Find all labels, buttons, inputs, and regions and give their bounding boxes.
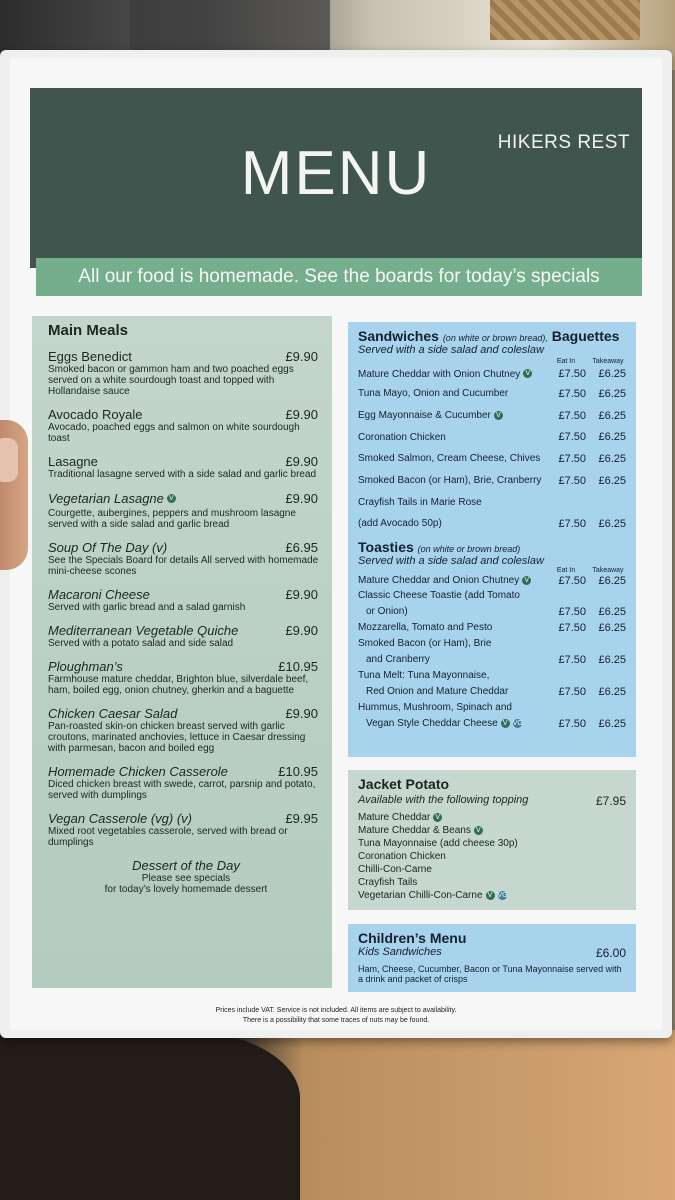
item-price: £9.90 (285, 587, 318, 602)
price-row (358, 684, 628, 700)
menu-item (48, 540, 324, 577)
item-description: Mixed root vegetables casserole, served with bread or dumplings (48, 826, 288, 848)
row-name: Crayfish Tails in Marie Rose (358, 496, 482, 508)
eat-in-price: £7.50 (558, 574, 586, 587)
item-name: Chicken Caesar Salad (48, 706, 178, 721)
tagline: All our food is homemade. See the boards for today’s specials (36, 258, 642, 296)
price-row (358, 470, 628, 492)
row-name: Egg Mayonnaise & Cucumber (358, 410, 491, 422)
eat-in-price: £7.50 (558, 717, 586, 730)
vegetarian-icon: V (501, 719, 510, 728)
footer-line-1: Prices include VAT. Service is not included. All items are subject to availability. (215, 1007, 457, 1014)
menu-item (48, 407, 324, 444)
price-row-line (358, 588, 628, 604)
item-name: Avocado Royale (48, 407, 143, 422)
row-name: Smoked Salmon, Cream Cheese, Chives (358, 453, 541, 465)
eat-in-price: £7.50 (558, 387, 586, 400)
jacket-topping (358, 811, 626, 824)
item-name: Macaroni Cheese (48, 587, 150, 602)
price-row (358, 365, 628, 383)
toasties-title-text: Toasties (358, 538, 414, 555)
jacket-topping: Crayfish Tails (358, 877, 418, 888)
topping-name: Mature Cheddar (358, 812, 431, 823)
main-meals-panel (32, 316, 332, 988)
page-title: MENU (240, 139, 432, 208)
item-name: Soup Of The Day (v) (48, 540, 168, 555)
menu-sleeve (0, 50, 672, 1038)
sandwiches-panel (348, 322, 636, 757)
dessert-line-1: Please see specials (141, 873, 231, 884)
sandwiches-title-text: Sandwiches (358, 328, 439, 344)
jacket-topping (358, 824, 626, 837)
item-name: Mediterranean Vegetable Quiche (48, 623, 239, 638)
takeaway-price: £6.25 (598, 605, 626, 618)
eat-in-header: Eat In (556, 358, 576, 365)
vegetarian-icon: V (167, 494, 176, 503)
jacket-subtitle: Available with the following topping (358, 794, 529, 806)
takeaway-price: £6.25 (598, 474, 626, 487)
item-name: Homemade Chicken Casserole (48, 764, 228, 779)
takeaway-price: £6.25 (598, 409, 626, 422)
row-name: Coronation Chicken (358, 431, 446, 443)
toasties-subtitle: Served with a side salad and coleslaw (358, 554, 544, 567)
menu-item (48, 659, 324, 696)
menu-item (48, 587, 324, 613)
kids-price: £6.00 (595, 946, 626, 960)
price-row (358, 426, 628, 448)
item-description: Served with garlic bread and a salad garnish (48, 602, 246, 613)
eat-in-price: £7.50 (558, 431, 586, 444)
item-name: Eggs Benedict (48, 349, 132, 364)
column-headers (358, 567, 628, 574)
takeaway-price: £6.25 (598, 621, 626, 634)
takeaway-header: Takeaway (592, 566, 624, 574)
price-row (358, 652, 628, 668)
takeaway-price: £6.25 (598, 452, 626, 465)
toasties-title (358, 539, 628, 555)
item-name: Lasagne (48, 454, 98, 469)
item-description: See the Specials Board for details All served with homemade mini-cheese scones (48, 555, 319, 577)
takeaway-price: £6.25 (598, 517, 626, 530)
eat-in-price: £7.50 (558, 474, 586, 487)
menu-item (48, 454, 324, 480)
price-row (358, 405, 628, 427)
background-shelf (130, 0, 330, 50)
main-meals-title: Main Meals (48, 322, 129, 339)
jacket-topping (358, 889, 626, 902)
jacket-potato-panel (348, 770, 636, 910)
row-name: Mature Cheddar and Onion Chutney (358, 575, 520, 587)
price-row-line (358, 668, 628, 684)
price-row-line (358, 700, 628, 716)
background-shadow (0, 1030, 300, 1200)
menu-paper (10, 58, 662, 1030)
price-row (358, 513, 628, 535)
dessert-item (48, 858, 324, 895)
row-name: or Onion) (366, 606, 408, 618)
row-name: and Cranberry (366, 654, 430, 666)
takeaway-price: £6.25 (598, 387, 626, 400)
item-price: £10.95 (278, 764, 318, 779)
takeaway-price: £6.25 (598, 653, 626, 666)
item-price: £10.95 (278, 659, 318, 674)
background-basket (490, 0, 640, 40)
sandwiches-title (358, 328, 628, 344)
takeaway-price: £6.25 (598, 368, 626, 380)
menu-item (48, 764, 324, 801)
price-row (358, 448, 628, 470)
row-name: Red Onion and Mature Cheddar (366, 686, 509, 698)
dessert-line-2: for today’s lovely homemade dessert (104, 884, 268, 895)
dessert-name: Dessert of the Day (132, 858, 240, 873)
item-description: Courgette, aubergines, peppers and mushroom lasagne served with a side salad and garlic bread (48, 508, 296, 530)
item-price: £9.90 (285, 706, 318, 721)
menu-item (48, 490, 324, 530)
toasties-title-note: (on white or brown bread) (417, 543, 521, 554)
kids-description: Ham, Cheese, Cucumber, Bacon or Tuna Mayonnaise served with a drink and packet of crisps (358, 964, 622, 984)
row-name: Smoked Bacon (or Ham), Brie (358, 638, 492, 650)
jacket-topping: Chilli-Con-Carne (358, 864, 432, 875)
vegetarian-icon: V (474, 826, 483, 835)
menu-item (48, 623, 324, 649)
row-name: Mature Cheddar with Onion Chutney (358, 368, 521, 380)
eat-in-price: £7.50 (558, 452, 586, 465)
item-price: £9.90 (285, 349, 318, 364)
row-name: Tuna Mayo, Onion and Cucumber (358, 388, 509, 400)
item-name: Vegan Casserole (vg) (v) (48, 811, 193, 826)
vegetarian-icon: V (494, 411, 503, 420)
item-description: Served with a potato salad and side salad (48, 638, 234, 649)
eat-in-price: £7.50 (558, 605, 586, 618)
item-description: Pan-roasted skin-on chicken breast served with garlic croutons, marinated anchovies, lettuce in Caesar dressing with parmesan, bacon and boiled egg (48, 721, 306, 754)
sandwiches-title-note: (on white or brown bread), (442, 333, 548, 343)
eat-in-price: £7.50 (558, 409, 586, 422)
eat-in-price: £7.50 (558, 653, 586, 666)
eat-in-price: £7.50 (558, 685, 586, 698)
price-row (358, 491, 628, 513)
jacket-price: £7.95 (595, 794, 626, 808)
item-price: £9.90 (285, 623, 318, 638)
brand-name: HIKERS REST (497, 132, 630, 153)
footer-notice (10, 1006, 662, 1026)
item-price: £9.90 (285, 454, 318, 469)
row-name: Classic Cheese Toastie (add Tomato (358, 590, 520, 602)
vegetarian-icon: V (522, 576, 531, 585)
thumbnail (0, 438, 18, 482)
item-name: Vegetarian Lasagne (48, 491, 164, 506)
vegetarian-icon: V (433, 813, 442, 822)
price-row (358, 604, 628, 620)
childrens-menu-panel (348, 924, 636, 992)
price-row (358, 716, 628, 732)
item-description: Farmhouse mature cheddar, Brighton blue, silverdale beef, ham, boiled egg, onion chutney, gherkin and a baguette (48, 674, 309, 696)
header-band (30, 88, 642, 268)
vegetarian-icon: V (523, 369, 532, 378)
item-price: £9.95 (285, 811, 318, 826)
item-price: £9.90 (285, 491, 318, 506)
row-name: Smoked Bacon (or Ham), Brie, Cranberry (358, 475, 542, 487)
price-row-line (358, 636, 628, 652)
vegan-icon: VG (512, 720, 523, 728)
jacket-topping: Tuna Mayonnaise (add cheese 30p) (358, 838, 518, 849)
takeaway-price: £6.25 (598, 431, 626, 444)
vegetarian-icon: V (486, 891, 495, 900)
item-price: £6.95 (285, 540, 318, 555)
eat-in-price: £7.50 (558, 368, 586, 380)
takeaway-price: £6.25 (598, 685, 626, 698)
item-description: Traditional lasagne served with a side salad and garlic bread (48, 469, 317, 480)
topping-name: Vegetarian Chilli-Con-Carne (358, 890, 483, 901)
takeaway-price: £6.25 (598, 574, 626, 587)
eat-in-price: £7.50 (558, 621, 586, 634)
row-name: Vegan Style Cheddar Cheese (366, 718, 498, 730)
takeaway-price: £6.25 (598, 717, 626, 730)
row-name: Tuna Melt: Tuna Mayonnaise, (358, 670, 490, 682)
item-description: Diced chicken breast with swede, carrot, parsnip and potato, served with dumplings (48, 779, 316, 801)
price-row (358, 574, 628, 588)
jacket-subtitle-row (358, 794, 626, 808)
item-price: £9.90 (285, 407, 318, 422)
jacket-topping: Coronation Chicken (358, 851, 446, 862)
takeaway-header: Takeaway (592, 358, 624, 365)
eat-in-header: Eat In (556, 566, 576, 574)
kids-subtitle: Kids Sandwiches (358, 946, 442, 958)
row-name: (add Avocado 50p) (358, 518, 442, 530)
menu-item (48, 811, 324, 848)
price-row (358, 383, 628, 405)
eat-in-price: £7.50 (558, 517, 586, 530)
column-headers (358, 358, 628, 365)
topping-name: Mature Cheddar & Beans (358, 825, 471, 836)
holding-thumb (0, 420, 28, 570)
item-name: Ploughman’s (48, 659, 123, 674)
item-description: Avocado, poached eggs and salmon on white sourdough toast (48, 422, 300, 444)
kids-sandwich-row (358, 946, 626, 960)
price-row (358, 620, 628, 636)
sandwiches-subtitle: Served with a side salad and coleslaw (358, 344, 544, 356)
vegan-icon: VG (497, 891, 508, 899)
childrens-title: Children’s Menu (358, 930, 467, 946)
photo-background-bottom (0, 1030, 675, 1200)
item-description: Smoked bacon or gammon ham and two poached eggs served on a white sourdough toast and topped with Hollandaise sauce (48, 364, 294, 397)
row-name: Hummus, Mushroom, Spinach and (358, 702, 512, 714)
menu-item (48, 349, 324, 397)
baguettes-title: Baguettes (551, 328, 620, 344)
row-name: Mozzarella, Tomato and Pesto (358, 622, 493, 634)
jacket-title: Jacket Potato (358, 776, 450, 792)
footer-line-2: There is a possibility that some traces of nuts may be found. (242, 1017, 430, 1024)
menu-item (48, 706, 324, 754)
